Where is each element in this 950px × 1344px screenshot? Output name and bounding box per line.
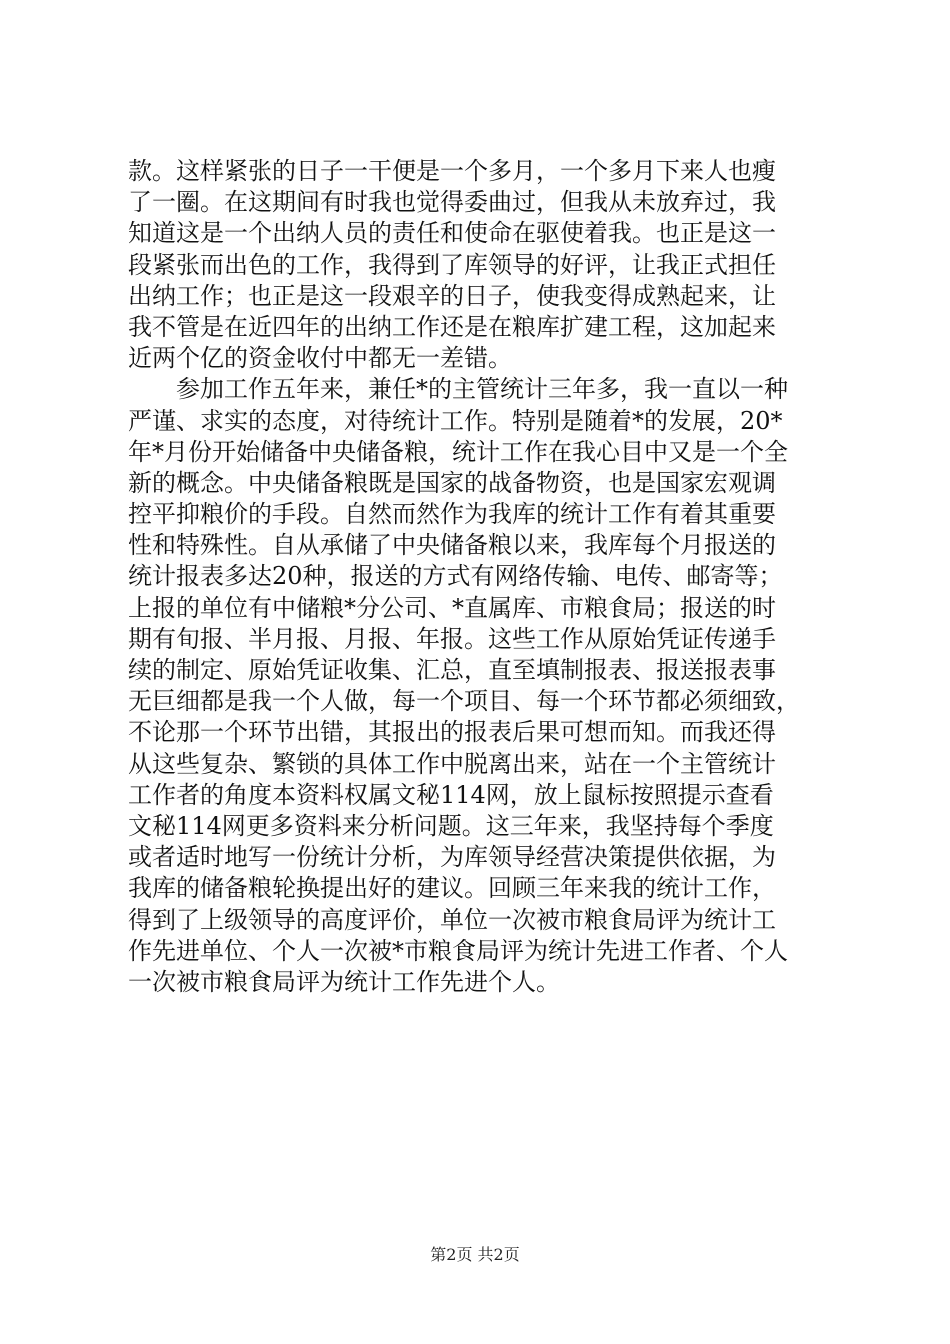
text-line: 不论那一个环节出错，其报出的报表后果可想而知。而我还得 bbox=[128, 718, 776, 747]
body-text bbox=[128, 156, 828, 998]
text-line: 上报的单位有中储粮*分公司、*直属库、市粮食局；报送的时 bbox=[128, 593, 776, 622]
text-line: 文秘114网更多资料来分析问题。这三年来，我坚持每个季度 bbox=[128, 811, 774, 840]
text-line: 控平抑粮价的手段。自然而然作为我库的统计工作有着其重要 bbox=[128, 500, 776, 529]
text-line: 或者适时地写一份统计分析，为库领导经营决策提供依据，为 bbox=[128, 843, 776, 872]
text-line: 一次被市粮食局评为统计工作先进个人。 bbox=[128, 967, 560, 996]
text-line: 年*月份开始储备中央储备粮，统计工作在我心目中又是一个全 bbox=[128, 437, 788, 466]
text-line: 近两个亿的资金收付中都无一差错。 bbox=[128, 344, 512, 373]
text-line: 新的概念。中央储备粮既是国家的战备物资，也是国家宏观调 bbox=[128, 468, 776, 497]
text-line: 工作者的角度本资料权属文秘114网，放上鼠标按照提示查看 bbox=[128, 780, 774, 809]
text-line: 性和特殊性。自从承储了中央储备粮以来，我库每个月报送的 bbox=[128, 531, 776, 560]
text-line: 统计报表多达20种，报送的方式有网络传输、电传、邮寄等； bbox=[128, 562, 783, 591]
text-line: 款。这样紧张的日子一干便是一个多月，一个多月下来人也瘦 bbox=[128, 157, 776, 185]
text-line: 续的制定、原始凭证收集、汇总，直至填制报表、报送报表事 bbox=[128, 656, 776, 684]
text-line: 出纳工作；也正是这一段艰辛的日子，使我变得成熟起来，让 bbox=[128, 281, 776, 310]
text-line: 作先进单位、个人一次被*市粮食局评为统计先进工作者、个人 bbox=[128, 936, 788, 965]
text-line: 了一圈。在这期间有时我也觉得委曲过，但我从未放弃过，我 bbox=[128, 188, 776, 217]
text-line: 我不管是在近四年的出纳工作还是在粮库扩建工程，这加起来 bbox=[128, 312, 776, 341]
text-line: 参加工作五年来，兼任*的主管统计三年多，我一直以一种 bbox=[128, 375, 788, 404]
text-line: 得到了上级领导的高度评价，单位一次被市粮食局评为统计工 bbox=[128, 905, 776, 934]
text-line: 从这些复杂、繁锁的具体工作中脱离出来，站在一个主管统计 bbox=[128, 749, 776, 778]
text-line: 期有旬报、半月报、月报、年报。这些工作从原始凭证传递手 bbox=[128, 624, 776, 653]
text-line: 知道这是一个出纳人员的责任和使命在驱使着我。也正是这一 bbox=[128, 219, 776, 248]
text-line: 我库的储备粮轮换提出好的建议。回顾三年来我的统计工作， bbox=[128, 874, 776, 903]
text-line: 无巨细都是我一个人做，每一个项目、每一个环节都必须细致， bbox=[128, 687, 800, 716]
text-line: 严谨、求实的态度，对待统计工作。特别是随着*的发展，20* bbox=[128, 406, 783, 435]
page-footer: 第2页 共2页 bbox=[430, 1245, 520, 1264]
text-line: 段紧张而出色的工作，我得到了库领导的好评，让我正式担任 bbox=[128, 250, 776, 279]
